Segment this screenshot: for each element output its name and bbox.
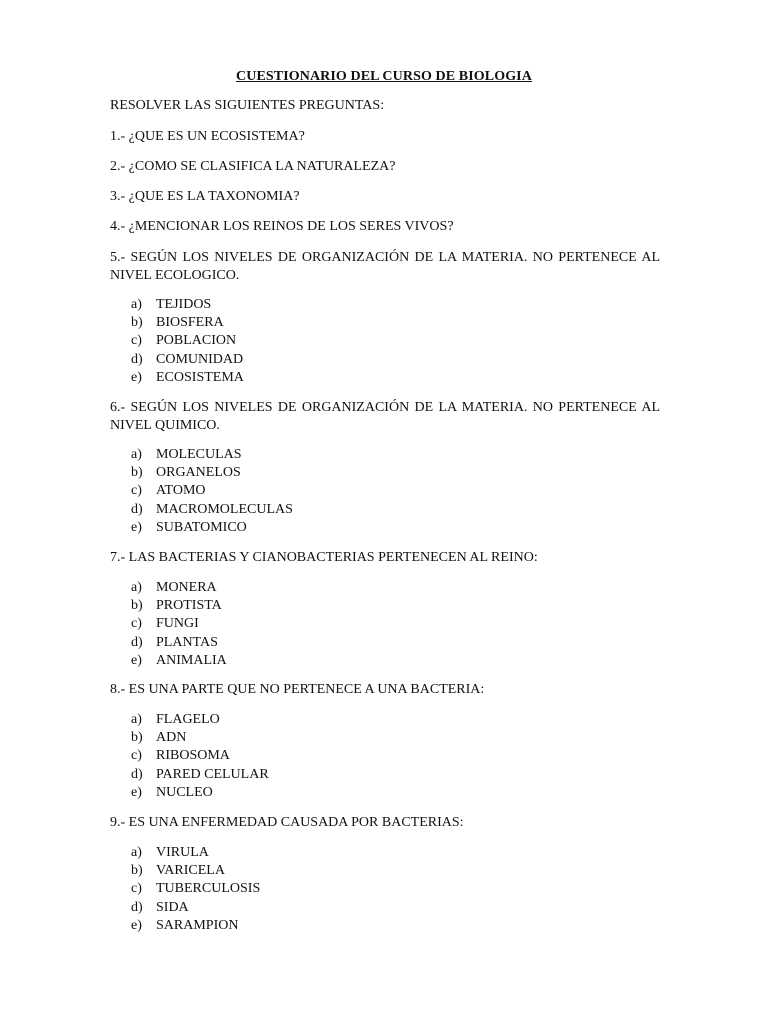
question-4: 4.- ¿MENCIONAR LOS REINOS DE LOS SERES VIVOS? xyxy=(110,219,454,234)
option-text: PLANTAS xyxy=(156,634,218,650)
question-8: 8.- ES UNA PARTE QUE NO PERTENECE A UNA BACTERIA: xyxy=(110,682,485,697)
option-text: VIRULA xyxy=(156,845,209,860)
question-1: 1.- ¿QUE ES UN ECOSISTEMA? xyxy=(110,129,305,144)
option-text: NUCLEO xyxy=(156,784,213,800)
option-text: ATOMO xyxy=(156,483,206,499)
option-letter: c) xyxy=(131,333,142,349)
option-item xyxy=(131,579,227,597)
option-item xyxy=(131,446,293,464)
option-letter: c) xyxy=(131,748,142,764)
option-item xyxy=(131,862,260,880)
option-letter: e) xyxy=(131,784,142,800)
option-text: ORGANELOS xyxy=(156,465,241,481)
option-letter: a) xyxy=(131,297,142,312)
option-text: ECOSISTEMA xyxy=(156,369,244,385)
option-letter: b) xyxy=(131,598,143,614)
option-text: COMUNIDAD xyxy=(156,351,244,367)
option-item xyxy=(131,844,260,862)
question-8-options xyxy=(131,711,269,802)
option-letter: e) xyxy=(131,917,142,933)
question-6: 6.- SEGÚN LOS NIVELES DE ORGANIZACIÓN DE LA MATERIA. NO PERTENECE AL NIVEL QUIMICO. xyxy=(110,400,660,433)
option-letter: c) xyxy=(131,881,142,897)
option-letter: d) xyxy=(131,899,143,915)
option-letter: e) xyxy=(131,519,142,535)
option-text: FLAGELO xyxy=(156,712,220,727)
option-item xyxy=(131,747,269,765)
option-item xyxy=(131,711,269,729)
option-text: TUBERCULOSIS xyxy=(156,881,261,897)
option-text: MONERA xyxy=(156,580,217,595)
option-letter: e) xyxy=(131,369,142,385)
option-letter: c) xyxy=(131,483,142,499)
option-text: BIOSFERA xyxy=(156,315,224,331)
question-3: 3.- ¿QUE ES LA TAXONOMIA? xyxy=(110,189,300,204)
option-text: SUBATOMICO xyxy=(156,519,247,535)
option-item xyxy=(131,296,244,314)
option-text: PARED CELULAR xyxy=(156,766,269,782)
option-text: TEJIDOS xyxy=(156,297,212,312)
option-letter: b) xyxy=(131,863,143,879)
option-item xyxy=(131,464,293,482)
option-text: MACROMOLECULAS xyxy=(156,501,293,517)
option-item xyxy=(131,332,244,350)
option-item xyxy=(131,899,260,917)
option-item xyxy=(131,501,293,519)
option-text: RIBOSOMA xyxy=(156,748,230,764)
option-letter: a) xyxy=(131,845,142,860)
option-letter: c) xyxy=(131,616,142,632)
option-text: ADN xyxy=(156,730,187,746)
option-text: MOLECULAS xyxy=(156,447,242,462)
option-item xyxy=(131,597,227,615)
question-5-options xyxy=(131,296,244,387)
option-text: POBLACION xyxy=(156,333,237,349)
option-text: SIDA xyxy=(156,899,189,915)
option-item xyxy=(131,634,227,652)
option-item xyxy=(131,351,244,369)
option-item xyxy=(131,369,244,387)
document-title: CUESTIONARIO DEL CURSO DE BIOLOGIA xyxy=(236,69,532,84)
option-letter: b) xyxy=(131,315,143,331)
instruction-text: RESOLVER LAS SIGUIENTES PREGUNTAS: xyxy=(110,98,385,113)
option-item xyxy=(131,729,269,747)
option-item xyxy=(131,615,227,633)
option-letter: d) xyxy=(131,766,143,782)
option-item xyxy=(131,652,227,670)
question-9: 9.- ES UNA ENFERMEDAD CAUSADA POR BACTERIAS: xyxy=(110,815,464,830)
option-letter: b) xyxy=(131,730,143,746)
option-item xyxy=(131,766,269,784)
option-letter: a) xyxy=(131,712,142,727)
option-item xyxy=(131,917,260,935)
option-letter: b) xyxy=(131,465,143,481)
question-9-options xyxy=(131,844,260,935)
option-item xyxy=(131,784,269,802)
option-letter: a) xyxy=(131,447,142,462)
option-text: VARICELA xyxy=(156,863,225,879)
question-6-options xyxy=(131,446,293,537)
option-item xyxy=(131,519,293,537)
question-7: 7.- LAS BACTERIAS Y CIANOBACTERIAS PERTENECEN AL REINO: xyxy=(110,550,538,565)
question-5: 5.- SEGÚN LOS NIVELES DE ORGANIZACIÓN DE LA MATERIA. NO PERTENECE AL NIVEL ECOLOGICO. xyxy=(110,250,660,283)
option-letter: d) xyxy=(131,634,143,650)
option-text: ANIMALIA xyxy=(156,652,227,668)
option-item xyxy=(131,314,244,332)
option-letter: d) xyxy=(131,351,143,367)
option-text: PROTISTA xyxy=(156,598,222,614)
option-item xyxy=(131,880,260,898)
option-letter: a) xyxy=(131,580,142,595)
question-2: 2.- ¿COMO SE CLASIFICA LA NATURALEZA? xyxy=(110,159,396,174)
option-text: SARAMPION xyxy=(156,917,239,933)
option-letter: d) xyxy=(131,501,143,517)
option-letter: e) xyxy=(131,652,142,668)
option-text: FUNGI xyxy=(156,616,199,632)
option-item xyxy=(131,482,293,500)
question-7-options xyxy=(131,579,227,670)
